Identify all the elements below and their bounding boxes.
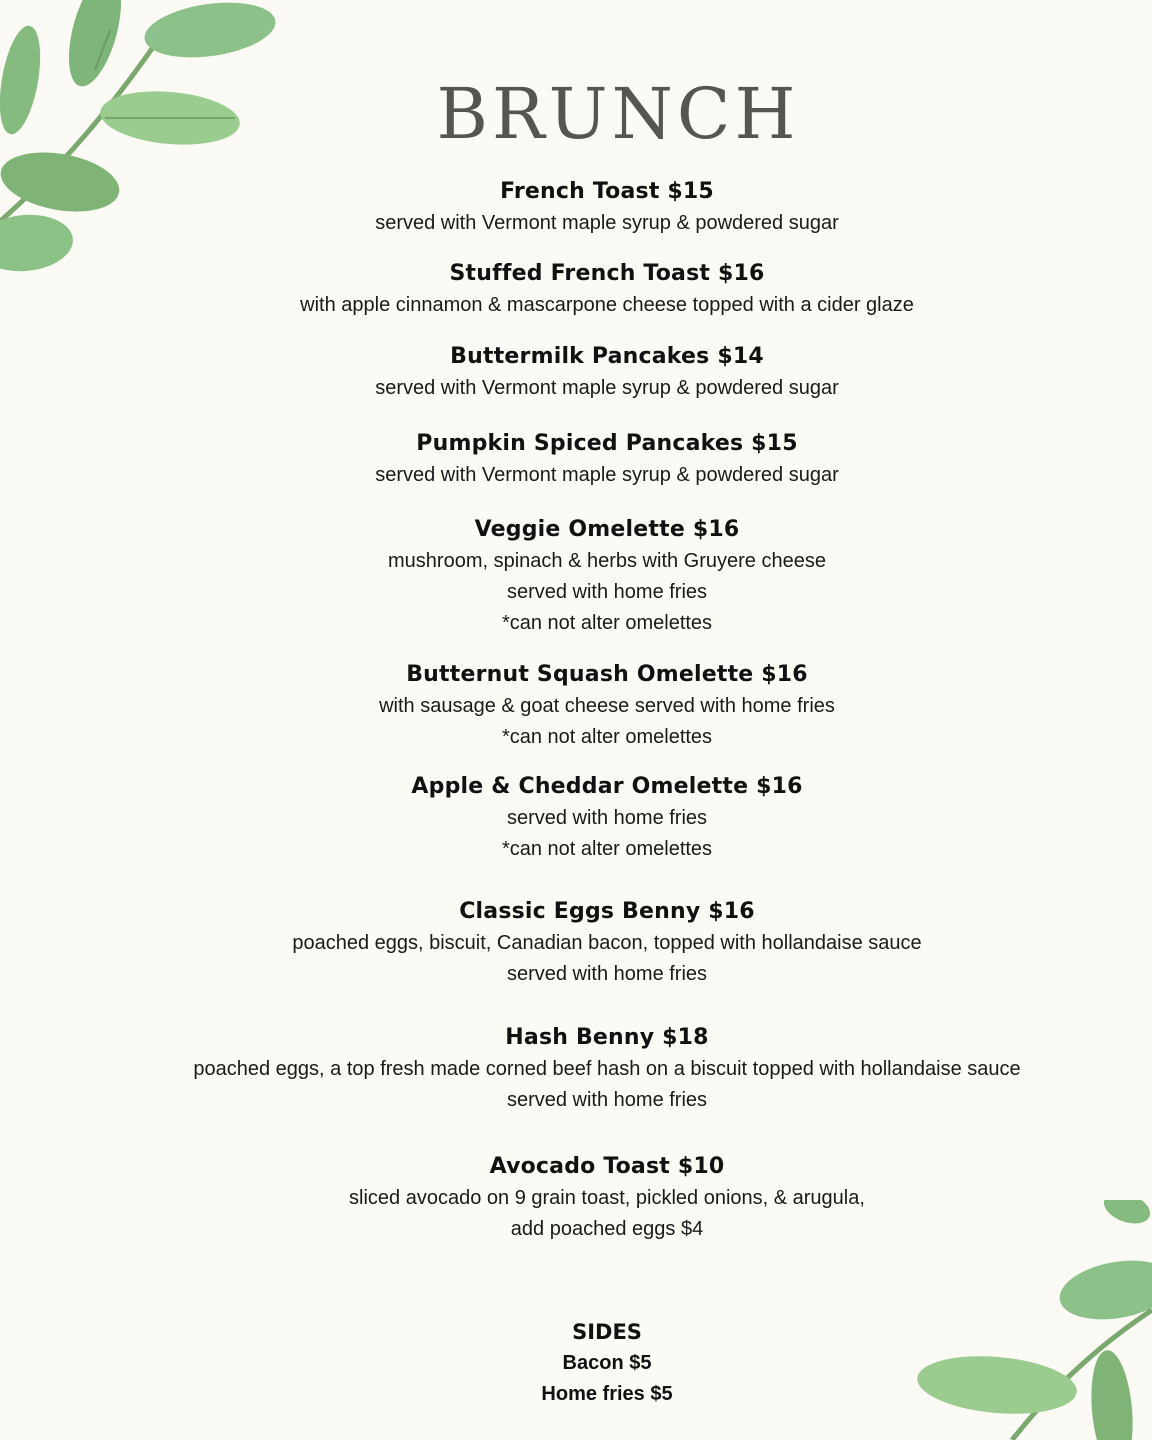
menu-item-description: served with home fries: [506, 1089, 708, 1111]
menu-title: BRUNCH: [436, 73, 800, 155]
menu-item: [0, 341, 1152, 404]
menu-item: [0, 176, 1152, 239]
menu-item-note: *can not alter omelettes: [501, 726, 713, 748]
menu-item-description: sliced avocado on 9 grain toast, pickled onions, & arugula,: [349, 1187, 865, 1209]
sides-heading: SIDES: [572, 1320, 642, 1344]
side-item: Bacon $5: [562, 1352, 652, 1374]
menu-item: [0, 428, 1152, 491]
menu-item-description: with apple cinnamon & mascarpone cheese topped with a cider glaze: [300, 294, 914, 316]
menu-item-description: with sausage & goat cheese served with home fries: [379, 695, 835, 717]
menu-item-name: Butternut Squash Omelette $16: [406, 662, 808, 687]
menu-item: [0, 896, 1152, 990]
menu-item: [0, 1151, 1152, 1245]
menu-item-description: served with home fries: [506, 963, 708, 985]
menu-item-description: add poached eggs $4: [510, 1218, 704, 1240]
side-item: Home fries $5: [541, 1383, 673, 1405]
menu-item: [0, 1022, 1152, 1116]
menu-item-description: poached eggs, biscuit, Canadian bacon, topped with hollandaise sauce: [292, 932, 922, 954]
menu-item-name: Classic Eggs Benny $16: [459, 899, 755, 924]
sides-section: [0, 1316, 1152, 1410]
menu-item-name: Stuffed French Toast $16: [449, 261, 765, 286]
menu-item-name: Avocado Toast $10: [489, 1154, 725, 1179]
menu-item-description: served with home fries: [506, 581, 708, 603]
menu-item: [0, 514, 1152, 639]
menu-item-name: Hash Benny $18: [505, 1025, 709, 1050]
menu-item-description: served with Vermont maple syrup & powdered sugar: [375, 464, 839, 486]
menu-item: [0, 771, 1152, 865]
menu-item: [0, 258, 1152, 321]
menu-item-name: Pumpkin Spiced Pancakes $15: [416, 431, 798, 456]
menu-item-name: Veggie Omelette $16: [474, 517, 740, 542]
menu-item-note: *can not alter omelettes: [501, 838, 713, 860]
menu-item-note: *can not alter omelettes: [501, 612, 713, 634]
menu-item-description: served with Vermont maple syrup & powdered sugar: [375, 212, 839, 234]
menu-item-name: Buttermilk Pancakes $14: [450, 344, 764, 369]
menu-item-description: served with home fries: [506, 807, 708, 829]
menu-item-description: served with Vermont maple syrup & powdered sugar: [375, 377, 839, 399]
menu-item: [0, 659, 1152, 753]
menu-item-description: mushroom, spinach & herbs with Gruyere cheese: [388, 550, 826, 572]
menu-item-description: poached eggs, a top fresh made corned beef hash on a biscuit topped with hollandaise sauce: [193, 1058, 1021, 1080]
menu-item-name: Apple & Cheddar Omelette $16: [411, 774, 803, 799]
menu-item-name: French Toast $15: [500, 179, 714, 204]
